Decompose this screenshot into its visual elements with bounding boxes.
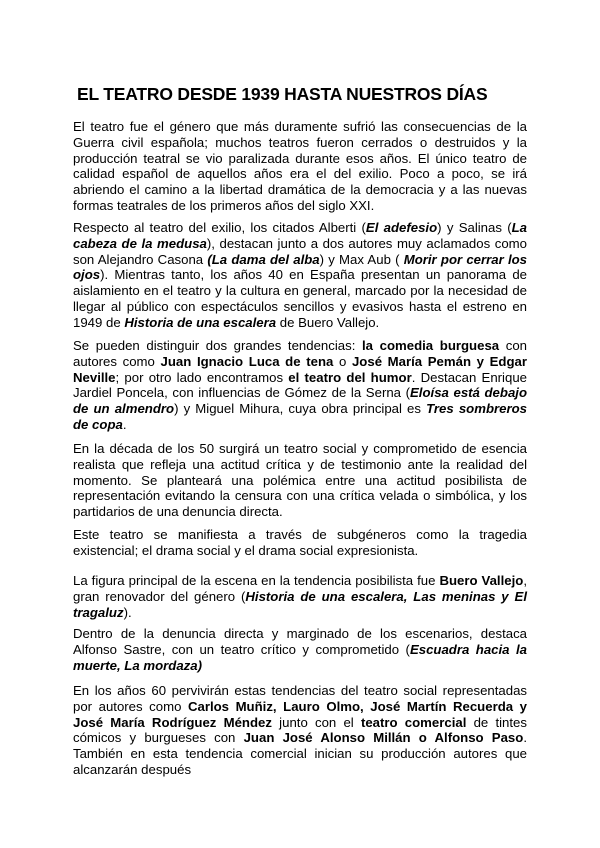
emphasized-title: Historia de una escalera, Las meninas y El tragaluz [73,588,527,620]
text-run: El teatro fue el género que más duramente sufrió las consecuencias de la Guerra civil española; muchos teatros fueron cerrados o destruidos y la producción teatral se vio paralizada durante esos años. El único teatro de calidad español de aquellos años era el del exilio. Poco a poco, se irá abriendo el camino a la libertad dramática de la democracia y a las nuevas formas teatrales de los primeros años del siglo XXI. [73,119,527,213]
emphasized-title: Tres sombreros de copa [73,401,527,432]
bold-text: José María Pemán y Edgar Neville [73,353,528,385]
text-run: . Destacan Enrique Jardiel Poncela, con influencias de Gómez de la Serna ( [73,369,527,401]
paragraph-exile-theatre [73,220,527,331]
emphasized-title: Escuadra hacia la muerte, La mordaza) [73,641,527,673]
bold-text: teatro comercial [360,714,467,730]
text-run: Este teatro se manifiesta a través de subgéneros como la tragedia existencial; el drama social y el drama social expresionista. [73,527,527,558]
text-run: , gran renovador del género ( [73,573,527,604]
text-run: Respecto al teatro del exilio, los citados Alberti ( [73,220,366,235]
bold-text: Carlos Muñiz, Lauro Olmo, José Martín Recuerda y José María Rodríguez Méndez [73,698,527,730]
bold-text: Juan José Alonso Millán o Alfonso Paso [243,730,524,746]
text-run: En la década de los 50 surgirá un teatro social y comprometido de esencia realista que refleja una actitud crítica y de testimonio ante la realidad del momento. Se planteará una polémica entre una actitud posibilista de representación evitando la censura con una crítica velada o simbólica, y los partidarios de una denuncia directa. [73,441,527,520]
text-run: Dentro de la denuncia directa y marginado de los escenarios, destaca Alfonso Sastre, con un teatro crítico y comprometido ( [73,626,527,657]
text-run: ) y Salinas ( [437,220,512,235]
text-run: En los años 60 pervivirán estas tendencias del teatro social representadas por autores como [73,683,527,714]
paragraph-intro [73,119,527,214]
emphasized-title: El adefesio [365,220,438,235]
bold-text: Juan Ignacio Luca de tena [160,353,334,369]
text-run: o [333,353,352,369]
text-run: ), destacan junto a dos autores muy aclamados como son Alejandro Casona [73,235,527,267]
text-run: ). Mientras tanto, los años 40 en España presentan un panorama de aislamiento en el teatro y la cultura en general, marcado por la necesidad de llegar al público con espectáculos sencillos y evasivos hasta el estreno en 1949 de [73,267,527,330]
text-run: ) y Miguel Mihura, cuya obra principal es [174,401,427,417]
text-run: ; por otro lado encontramos [115,369,289,385]
text-run: con autores como [73,338,528,369]
text-run: junto con el [271,714,361,730]
paragraph-fifties [73,441,527,520]
bold-text: el teatro del humor [288,369,412,385]
paragraph-buero-vallejo [73,573,527,620]
emphasized-title: Eloísa está debajo de un almendro [73,385,527,417]
paragraph-sixties [73,683,527,778]
page-title: EL TEATRO DESDE 1939 HASTA NUESTROS DÍAS [77,84,488,104]
text-run: ) y Max Aub ( [319,251,404,267]
paragraph-sastre [73,626,527,673]
text-run: de Buero Vallejo. [276,314,380,330]
emphasized-title: Morir por cerrar los ojos [73,251,528,283]
emphasized-title: La cabeza de la medusa [73,220,527,251]
bold-text: Buero Vallejo [439,573,524,588]
text-run: ). [123,604,132,620]
text-run: . También en esta tendencia comercial inician su producción autores que alcanzarán después [73,730,527,777]
text-run: Se pueden distinguir dos grandes tendencias: [73,338,363,353]
emphasized-title: (La dama del alba [207,251,320,267]
paragraph-subgenres [73,527,527,559]
paragraph-trends [73,338,527,433]
bold-text: la comedia burguesa [362,338,500,353]
emphasized-title: Historia de una escalera [124,314,277,330]
text-run: de tintes cómicos y burgueses con [73,714,527,746]
text-run: La figura principal de la escena en la tendencia posibilista fue [73,573,440,588]
text-run: . [122,416,127,432]
